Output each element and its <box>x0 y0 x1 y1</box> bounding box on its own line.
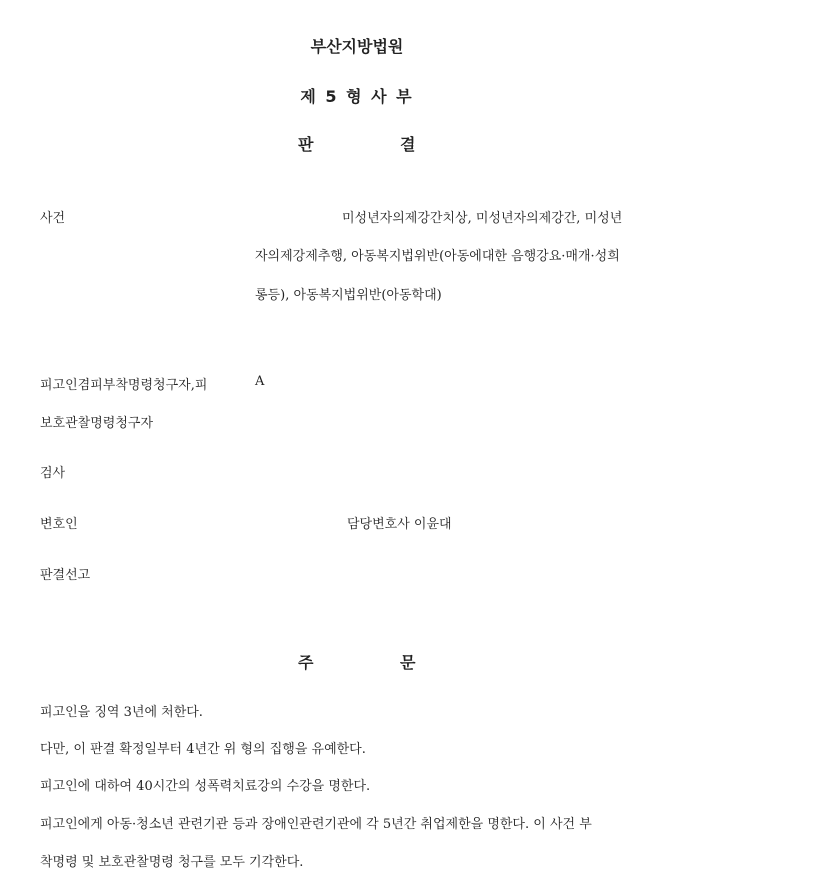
defendant-label-line2: 보호관찰명령청구자 <box>40 416 154 431</box>
counsel-label: 변호인 <box>40 517 78 532</box>
division-name: 제 5 형 사 부 <box>300 87 414 106</box>
order-line-4: 피고인에게 아동·청소년 관련기관 등과 장애인관련기관에 각 5년간 취업제한을 명한다. 이 사건 부 <box>40 817 592 832</box>
order-title-right: 문 <box>400 653 416 672</box>
court-name: 부산지방법원 <box>310 37 404 56</box>
case-line-1: 미성년자의제강간치상, 미성년자의제강간, 미성년 <box>342 211 623 226</box>
order-line-5: 착명령 및 보호관찰명령 청구를 모두 기각한다. <box>40 855 304 870</box>
counsel-value: 담당변호사 이윤대 <box>347 517 452 532</box>
sentence-date-label: 판결선고 <box>40 568 91 583</box>
order-line-2: 다만, 이 판결 확정일부터 4년간 위 형의 집행을 유예한다. <box>40 742 366 757</box>
doc-title-left: 판 <box>298 135 314 154</box>
order-line-3: 피고인에 대하여 40시간의 성폭력치료강의 수강을 명한다. <box>40 779 371 794</box>
order-title-left: 주 <box>298 653 314 672</box>
defendant-value: A <box>255 374 265 389</box>
case-line-3: 롱등), 아동복지법위반(아동학대) <box>255 288 442 303</box>
defendant-label-line1: 피고인겸피부착명령청구자,피 <box>40 378 208 393</box>
case-line-2: 자의제강제추행, 아동복지법위반(아동에대한 음행강요·매개·성희 <box>255 249 620 264</box>
order-line-1: 피고인을 징역 3년에 처한다. <box>40 705 203 720</box>
prosecutor-label: 검사 <box>40 466 66 481</box>
case-label: 사건 <box>40 211 66 226</box>
doc-title-right: 결 <box>400 135 416 154</box>
